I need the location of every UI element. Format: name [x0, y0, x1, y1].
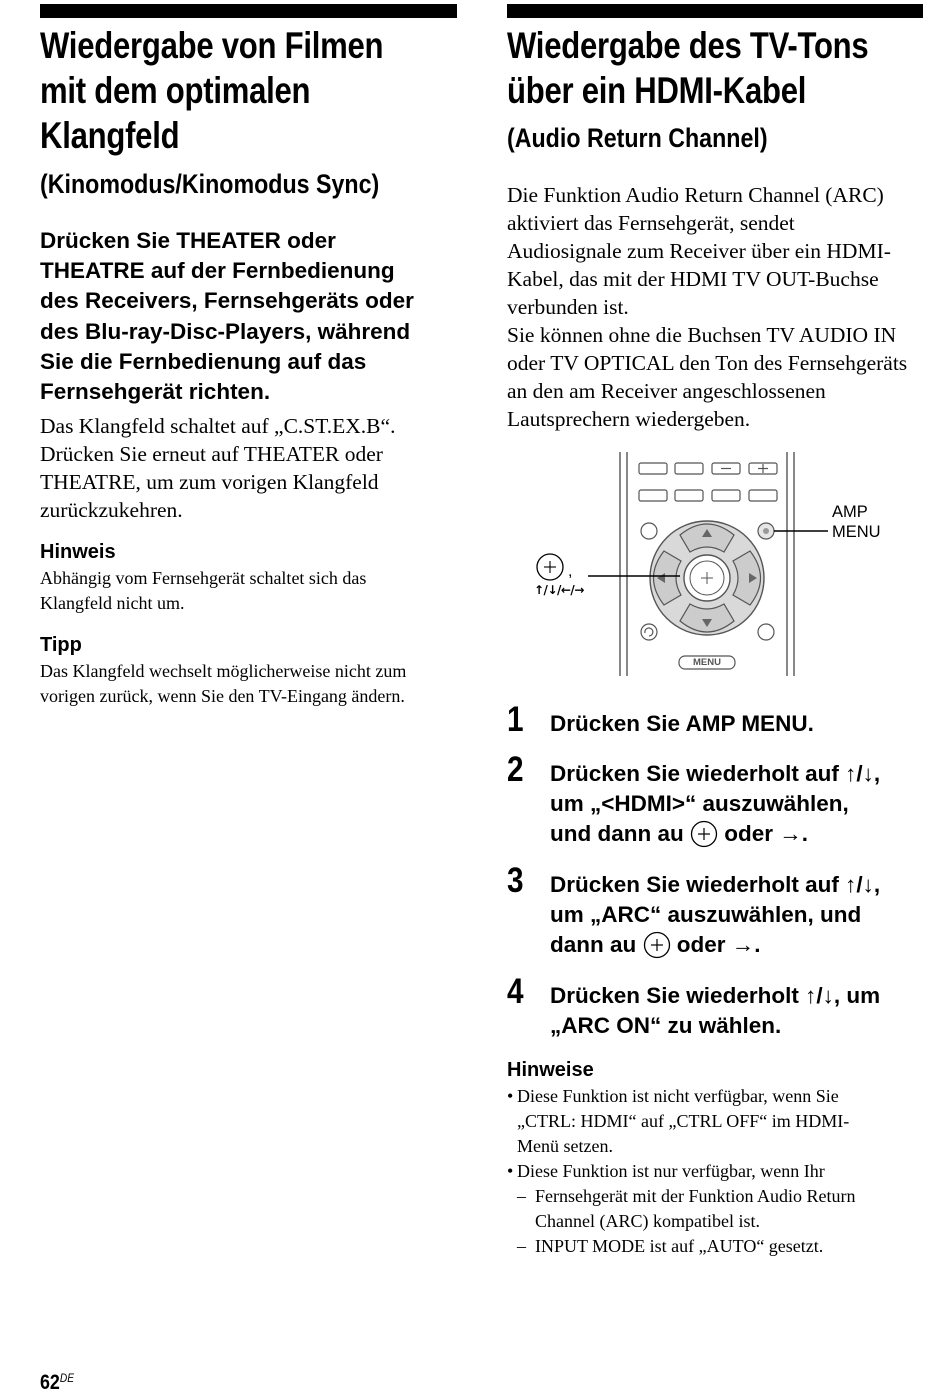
title-line: mit dem optimalen: [40, 70, 311, 111]
step-number: 3: [507, 861, 524, 900]
menu-button-label: MENU: [693, 657, 721, 668]
directional-pad: [650, 521, 764, 635]
step-line: um „ARC“ auszuwählen, und: [550, 902, 862, 928]
instruction-line: Sie die Fernbedienung auf das: [40, 348, 367, 374]
arrows-label: ↑/↓/←/→: [534, 583, 584, 597]
note-line: Menü setzen.: [517, 1136, 613, 1156]
dash-marker: –: [517, 1236, 526, 1256]
title-line: Klangfeld: [40, 115, 180, 156]
step-number: 4: [507, 972, 524, 1011]
hinweis-dash-item: [507, 1184, 923, 1234]
hinweis-bullet-item: [507, 1084, 923, 1159]
comma-label: ,: [568, 563, 573, 580]
page-number-value: 62: [40, 1371, 60, 1394]
title-line: über ein HDMI-Kabel: [507, 70, 807, 111]
note-line: Das Klangfeld wechselt möglicherweise nicht zum: [40, 661, 407, 681]
body-line: Die Funktion Audio Return Channel (ARC): [507, 183, 884, 207]
body-line: Audiosignale zum Receiver über ein HDMI-: [507, 239, 891, 263]
note-line: „CTRL: HDMI“ auf „CTRL OFF“ im HDMI-: [517, 1111, 850, 1131]
dash-marker: –: [517, 1186, 526, 1206]
bullet-text: [517, 1084, 849, 1159]
right-body: [507, 181, 907, 433]
body-line: Das Klangfeld schaltet auf „C.ST.EX.B“.: [40, 414, 396, 438]
step-line: um „<HDMI>“ auszuwählen,: [550, 791, 849, 817]
hinweise-list: [507, 1084, 923, 1259]
bullet-marker: •: [507, 1161, 514, 1181]
instruction-line: des Blu-ray-Disc-Players, während: [40, 318, 411, 344]
left-title: [40, 23, 383, 158]
step-line-text: dann au: [550, 932, 637, 958]
step-text: [550, 870, 880, 961]
step-line: Drücken Sie wiederholt auf ↑/↓,: [550, 761, 881, 786]
enter-button-icon: [643, 931, 671, 959]
body-line: Sie können ohne die Buchsen TV AUDIO IN: [507, 323, 897, 347]
note-line: vorigen zurück, wenn Sie den TV-Eingang ändern.: [40, 686, 405, 706]
body-line: THEATRE, um zum vorigen Klangfeld: [40, 470, 379, 494]
enter-button-icon: [690, 820, 718, 848]
instruction-line: des Receivers, Fernsehgeräts oder: [40, 288, 414, 314]
dash-text: INPUT MODE ist auf „AUTO“ gesetzt.: [535, 1236, 824, 1256]
title-line: Wiedergabe von Filmen: [40, 25, 384, 66]
step-line-text: oder →.: [724, 821, 809, 847]
body-line: zurückzukehren.: [40, 498, 183, 522]
note-line: Abhängig vom Fernsehgerät schaltet sich das: [40, 568, 367, 588]
left-subtitle: (Kinomodus/Kinomodus Sync): [40, 169, 380, 199]
section-rule: [507, 4, 923, 18]
step-line: Drücken Sie AMP MENU.: [550, 711, 814, 736]
tipp-text: [40, 659, 406, 709]
instruction-line: Drücken Sie THEATER oder: [40, 228, 336, 253]
label-line: MENU: [832, 523, 881, 541]
step-line: [550, 930, 880, 960]
section-rule: [40, 4, 457, 18]
step-text: [550, 759, 880, 850]
note-line: Channel (ARC) kompatibel ist.: [535, 1211, 760, 1231]
return-button: [641, 624, 657, 640]
step-number: 1: [507, 700, 524, 739]
round-button: [758, 624, 774, 640]
round-button: [641, 523, 657, 539]
body-line: aktiviert das Fernsehgerät, sendet: [507, 211, 795, 235]
note-line: Diese Funktion ist nicht verfügbar, wenn Sie: [517, 1086, 839, 1106]
step-line: [550, 819, 880, 849]
label-line: AMP: [832, 503, 868, 521]
title-line: Wiedergabe des TV-Tons: [507, 25, 869, 66]
left-body: [40, 412, 395, 524]
body-line: verbunden ist.: [507, 295, 629, 319]
remote-control-diagram: [530, 450, 930, 678]
step-line-text: und dann au: [550, 821, 684, 847]
amp-menu-button-dot: [763, 528, 769, 534]
step-text: [550, 981, 880, 1041]
body-line: an den am Receiver angeschlossenen: [507, 379, 826, 403]
tipp-heading: Tipp: [40, 634, 82, 656]
page-language-suffix: DE: [59, 1371, 75, 1385]
step-line: Drücken Sie wiederholt auf ↑/↓,: [550, 872, 881, 897]
amp-menu-label: [832, 502, 881, 542]
hinweis-heading: Hinweis: [40, 541, 116, 563]
left-instruction: [40, 226, 414, 407]
hinweis-dash-item: [507, 1234, 923, 1259]
body-line: Lautsprechern wiedergeben.: [507, 407, 751, 431]
step-line: Drücken Sie wiederholt ↑/↓, um: [550, 983, 881, 1008]
page-number: [40, 1366, 74, 1395]
right-subtitle: (Audio Return Channel): [507, 123, 768, 153]
instruction-line: THEATRE auf der Fernbedienung: [40, 258, 395, 284]
right-title: [507, 23, 868, 113]
bullet-text: Diese Funktion ist nur verfügbar, wenn Ihr: [517, 1161, 825, 1181]
note-line: Fernsehgerät mit der Funktion Audio Return: [535, 1186, 856, 1206]
hinweis-bullet-item: [507, 1159, 923, 1184]
step-line-text: oder →.: [676, 932, 761, 958]
step-text: [550, 709, 814, 739]
step-line: „ARC ON“ zu wählen.: [550, 1013, 782, 1039]
body-line: Drücken Sie erneut auf THEATER oder: [40, 442, 383, 466]
bullet-marker: •: [507, 1086, 514, 1106]
remote-buttons-row-2: [639, 490, 777, 501]
hinweis-text: [40, 566, 366, 616]
dash-text: [535, 1184, 855, 1234]
hinweise-heading: Hinweise: [507, 1059, 594, 1081]
instruction-line: Fernsehgerät richten.: [40, 379, 271, 405]
remote-buttons-row-1: [639, 463, 777, 474]
body-line: Kabel, das mit der HDMI TV OUT-Buchse: [507, 267, 879, 291]
body-line: oder TV OPTICAL den Ton des Fernsehgeräts: [507, 351, 908, 375]
step-number: 2: [507, 750, 524, 789]
note-line: Klangfeld nicht um.: [40, 593, 185, 613]
